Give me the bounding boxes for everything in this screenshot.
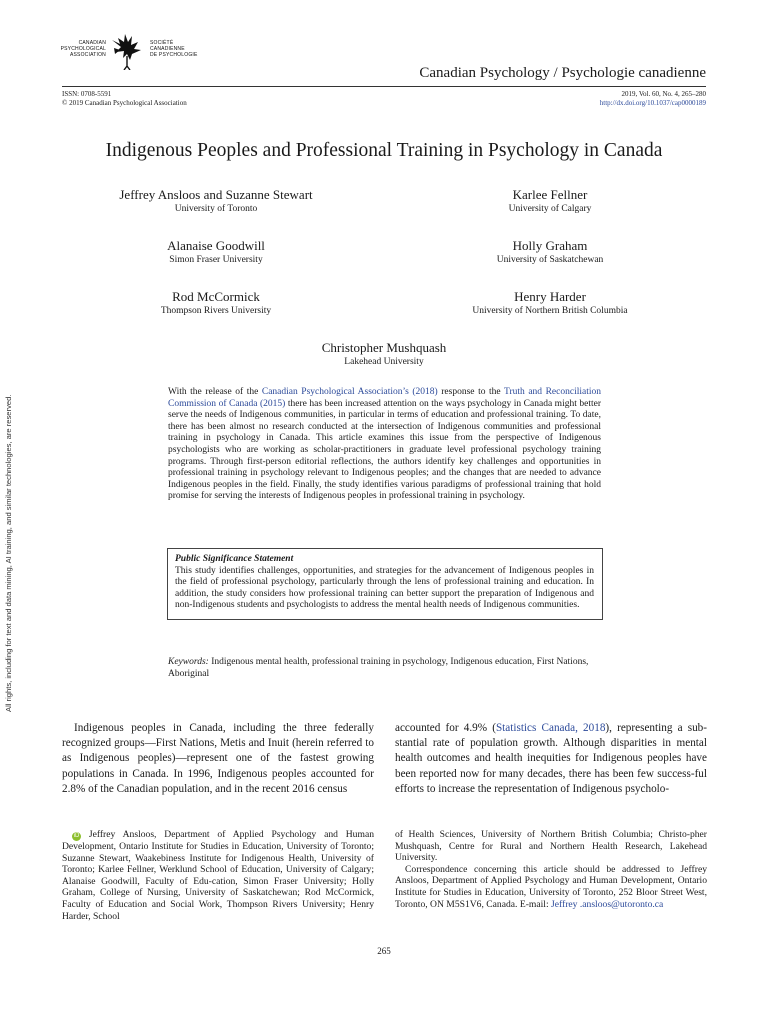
author-affiliation: University of Toronto [174, 204, 258, 214]
author-name: Rod McCormick [172, 289, 260, 304]
abstract: With the release of the Canadian Psychological Association’s (2018) response to the Truth and Reconciliation Commission of Canada (2015) there has been increased attention on the ways psychology in Canada might better serve the needs of Indigenous communities, in particular in terms of education and professional training. To date, there has been almost no research conducted at the intersection of Indigenous communities and professional training in psychology in Canada. This article examines this issue from the perspective of Indigenous psychologists who are working as scholar-practitioners in graduate level professional psychology training programs. Through first-person editorial reflections, the authors identify key challenges and opportunities in professional training in psychology relevant to Indigenous peoples; and the changes that are needed to advance Indigenous peoples in the field. Finally, the study identifies various paradigms of professional training that hold promise for serving the interests of Indigenous peoples in professional training in psychology. [168, 387, 602, 502]
orcid-icon[interactable]: iD [73, 833, 80, 839]
author-affiliation: University of Northern British Columbia [472, 306, 628, 316]
author-block [76, 187, 356, 215]
author-block [410, 187, 690, 215]
author-affiliation: University of Saskatchewan [496, 255, 604, 265]
author-block [410, 289, 690, 317]
author-affiliation: Lakehead University [344, 357, 424, 367]
citation-link[interactable]: Truth and Reconciliation Commission of Canada (2015) [168, 387, 601, 409]
issn: ISSN: 0708-5591 [62, 90, 112, 98]
paper-title: Indigenous Peoples and Professional Training in Psychology in Canada [105, 140, 663, 161]
volume-info: 2019, Vol. 60, No. 4, 265–280 [621, 90, 706, 98]
author-name: Karlee Fellner [512, 187, 588, 202]
correspondence-note: Correspondence concerning this article should be addressed to Jeffrey Ansloos, Department of Applied Psychology and Human Development, Ontario Institute for Studies in Education, University of Toronto, 252 Bloor Street West, Toronto, ON M5S1V6, Canada. E-mail: [395, 863, 707, 910]
keywords-label: Keywords: [168, 657, 209, 667]
logo-text-french: SOCIÉTÉ CANADIENNE DE PSYCHOLOGIE [150, 40, 198, 58]
public-significance-text: This study identifies challenges, opportunities, and strategies for the advancement of Indigenous peoples in the field of professional psychology, particularly through the lens of professional training and education. In addition, the study considers how professional training can better support the preparation of Indigenous and non-Indigenous students and psychologists to address the mental health needs of Indigenous communities. [175, 565, 594, 611]
logo-text-english: CANADIAN PSYCHOLOGICAL ASSOCIATION [60, 40, 106, 58]
cpa-logo [58, 24, 208, 74]
keywords [168, 657, 601, 680]
footnote-column-left [62, 829, 374, 922]
author-block [76, 238, 356, 266]
body-paragraph: Indigenous peoples in Canada, including the three federally recognized groups—First Nations, Metis and Inuit (herein referred to as Indigenous peoples)—represent one of the fastest growing populations in Canada. In 1996, Indigenous peoples accounted for 2.8% of the Canadian population, and in the recent 2016 census [62, 722, 374, 795]
email-link[interactable]: Jeffrey .ansloos@utoronto.ca [551, 898, 664, 910]
copyright: © 2019 Canadian Psychological Association [62, 99, 187, 107]
author-name: Christopher Mushquash [321, 340, 447, 355]
author-affiliation: Simon Fraser University [169, 255, 263, 265]
author-affiliation: University of Calgary [508, 204, 592, 214]
citation-link[interactable]: Canadian Psychological Association’s (2018) [261, 387, 438, 397]
journal-title: Canadian Psychology / Psychologie canadienne [419, 65, 706, 81]
public-significance-box [167, 548, 603, 620]
page-number: 265 [377, 946, 391, 956]
publication-info-right [600, 90, 706, 108]
author-name: Jeffrey Ansloos and Suzanne Stewart [119, 187, 313, 202]
maple-leaf-bird-icon [108, 30, 146, 70]
publication-info-left [62, 90, 187, 108]
author-name: Alanaise Goodwill [167, 238, 265, 253]
author-note: Jeffrey Ansloos, Department of Applied Psychology and Human Development, Ontario Institute for Studies in Education, University of Toronto; Suzanne Stewart, Waakebiness Institute for Indigenous Health, University of Toronto; Karlee Fellner, Werklund School of Education, University of Calgary; Alanaise Goodwill, Faculty of Edu-cation, Simon Fraser University; Holly Graham, College of Nursing, University of Saskatchewan; Rod McCormick, Faculty of Education and Social Work, Thompson Rivers University; Henry Harder, School [62, 829, 374, 922]
footnote-column-right [395, 829, 707, 910]
citation-link[interactable]: Statistics Canada, 2018 [495, 722, 606, 734]
author-block [410, 238, 690, 266]
author-name: Holly Graham [512, 238, 588, 253]
author-name: Henry Harder [514, 289, 586, 304]
rights-notice: All rights, including for text and data mining, AI training, and similar technologies, are reserved. [4, 394, 13, 712]
author-block [244, 340, 524, 368]
header-divider [62, 86, 706, 87]
body-column-left [62, 721, 374, 797]
body-column-right: accounted for 4.9% (Statistics Canada, 2018), representing a sub-stantial rate of population growth. Although disparities in mental health outcomes and health inequities for Indigenous peoples have been reported now for many decades, there has been few success-ful efforts to increase the representation of Indigenous psycholo- [395, 722, 707, 795]
public-significance-heading: Public Significance Statement [175, 554, 294, 564]
author-block [76, 289, 356, 317]
doi-link[interactable]: http://dx.doi.org/10.1037/cap0000189 [599, 99, 706, 107]
author-affiliation: Thompson Rivers University [160, 306, 272, 316]
keywords-text: Indigenous mental health, professional training in psychology, Indigenous education, First Nations, Aboriginal [168, 657, 589, 679]
author-note-continued: of Health Sciences, University of Northern British Columbia; Christo-pher Mushquash, Centre for Rural and Northern Health Research, Lakehead University. [395, 829, 707, 864]
